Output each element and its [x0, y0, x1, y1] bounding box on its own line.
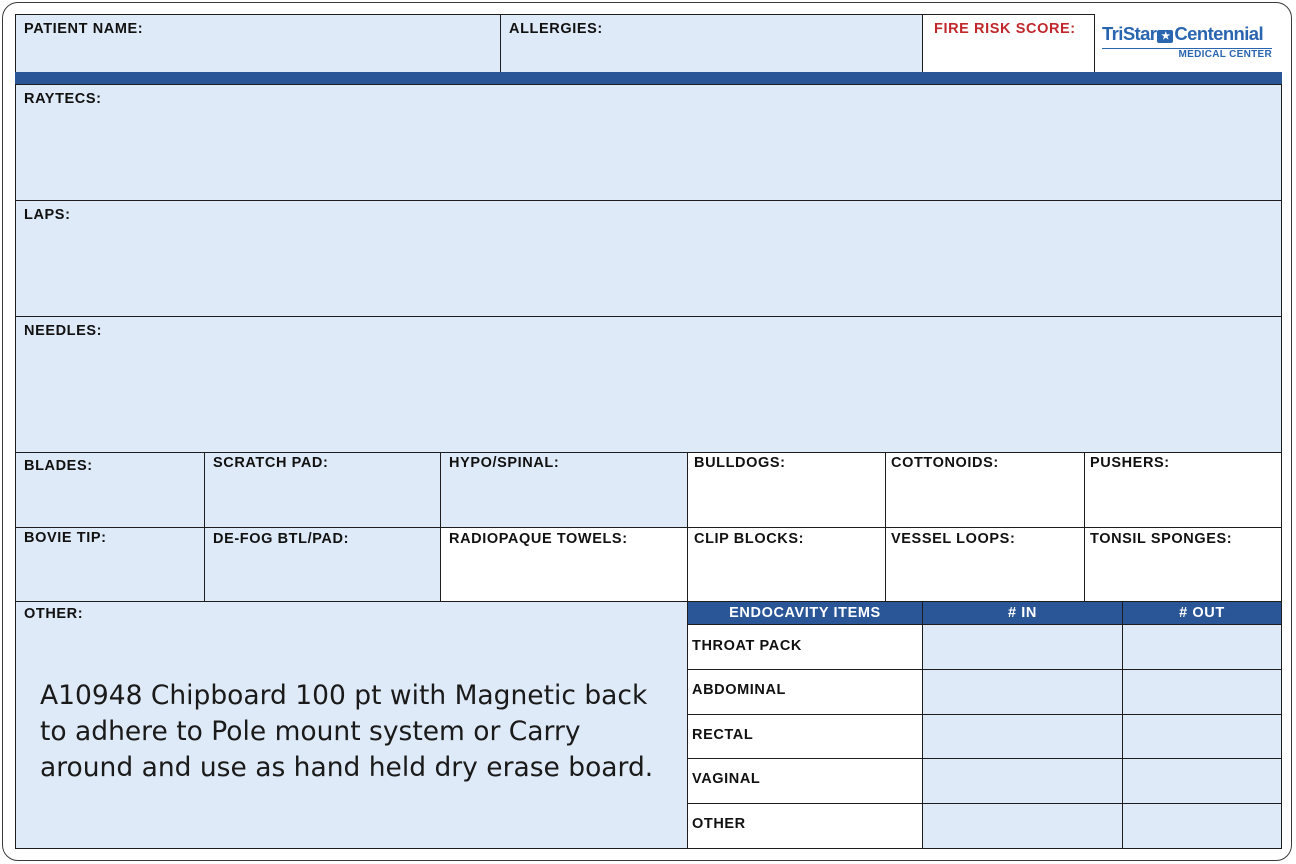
endocavity-other-out-field[interactable]	[1122, 803, 1282, 849]
blades-label: BLADES:	[24, 458, 93, 474]
cottonoids-field[interactable]	[885, 452, 1085, 528]
logo-wordmark	[1102, 23, 1263, 45]
vaginal-label: VAGINAL	[692, 771, 761, 787]
bulldogs-label: BULLDOGS:	[694, 455, 786, 471]
throat-pack-label: THROAT PACK	[692, 638, 802, 654]
product-note-line: to adhere to Pole mount system or Carry	[40, 716, 581, 747]
abdominal-out-field[interactable]	[1122, 669, 1282, 715]
patient-name-label: PATIENT NAME:	[24, 21, 144, 37]
scratch-pad-label: SCRATCH PAD:	[213, 455, 329, 471]
vaginal-in-field[interactable]	[922, 758, 1123, 804]
pushers-field[interactable]	[1084, 452, 1282, 528]
tonsil-sponges-label: TONSIL SPONGES:	[1090, 531, 1233, 547]
abdominal-label: ABDOMINAL	[692, 682, 787, 698]
logo-name-right: Centennial	[1174, 23, 1263, 44]
de-fog-label: DE-FOG BTL/PAD:	[213, 531, 349, 547]
rectal-label: RECTAL	[692, 727, 754, 743]
laps-label: LAPS:	[24, 207, 71, 223]
clip-blocks-field[interactable]	[687, 527, 886, 602]
raytecs-field[interactable]	[15, 84, 1282, 201]
fire-risk-score-field[interactable]	[922, 14, 1095, 73]
bulldogs-field[interactable]	[687, 452, 886, 528]
radiopaque-towels-label: RADIOPAQUE TOWELS:	[449, 531, 628, 547]
logo-star-icon: ★	[1157, 30, 1173, 43]
patient-name-field[interactable]	[15, 14, 501, 73]
hypo-spinal-field[interactable]	[440, 452, 688, 528]
de-fog-field[interactable]	[204, 527, 441, 602]
endocavity-items-header: ENDOCAVITY ITEMS	[687, 601, 923, 625]
other-label: OTHER:	[24, 606, 84, 622]
radiopaque-towels-field[interactable]	[440, 527, 688, 602]
needles-label: NEEDLES:	[24, 323, 103, 339]
rectal-out-field[interactable]	[1122, 714, 1282, 759]
endocavity-other-in-field[interactable]	[922, 803, 1123, 849]
blades-field[interactable]	[15, 452, 205, 528]
rectal-in-field[interactable]	[922, 714, 1123, 759]
hypo-spinal-label: HYPO/SPINAL:	[449, 455, 560, 471]
raytecs-label: RAYTECS:	[24, 91, 102, 107]
allergies-field[interactable]	[500, 14, 923, 73]
clip-blocks-label: CLIP BLOCKS:	[694, 531, 805, 547]
bovie-tip-label: BOVIE TIP:	[24, 530, 107, 546]
tonsil-sponges-field[interactable]	[1084, 527, 1282, 602]
vaginal-out-field[interactable]	[1122, 758, 1282, 804]
vessel-loops-label: VESSEL LOOPS:	[891, 531, 1016, 547]
logo-subtitle: MEDICAL CENTER	[1178, 49, 1272, 60]
tristar-centennial-logo	[1096, 14, 1282, 72]
abdominal-in-field[interactable]	[922, 669, 1123, 715]
product-note-line: A10948 Chipboard 100 pt with Magnetic back	[40, 680, 648, 711]
endocavity-row-label	[687, 803, 923, 849]
product-note-line: around and use as hand held dry erase board.	[40, 752, 654, 783]
header-divider-bar	[15, 72, 1282, 84]
endocavity-row-label	[687, 669, 923, 715]
endocavity-row-label	[687, 758, 923, 804]
allergies-label: ALLERGIES:	[509, 21, 603, 37]
vessel-loops-field[interactable]	[885, 527, 1085, 602]
product-note	[40, 678, 680, 786]
throat-pack-out-field[interactable]	[1122, 624, 1282, 670]
fire-risk-score-label: FIRE RISK SCORE:	[934, 21, 1076, 37]
bovie-tip-field[interactable]	[15, 527, 205, 602]
count-out-header: # OUT	[1122, 601, 1282, 625]
pushers-label: PUSHERS:	[1090, 455, 1170, 471]
cottonoids-label: COTTONOIDS:	[891, 455, 999, 471]
laps-field[interactable]	[15, 200, 1282, 317]
endocavity-other-label: OTHER	[692, 816, 746, 832]
scratch-pad-field[interactable]	[204, 452, 441, 528]
endocavity-row-label	[687, 624, 923, 670]
count-in-header: # IN	[922, 601, 1123, 625]
endocavity-row-label	[687, 714, 923, 759]
logo-name-left: TriStar	[1102, 23, 1157, 44]
needles-field[interactable]	[15, 316, 1282, 453]
throat-pack-in-field[interactable]	[922, 624, 1123, 670]
